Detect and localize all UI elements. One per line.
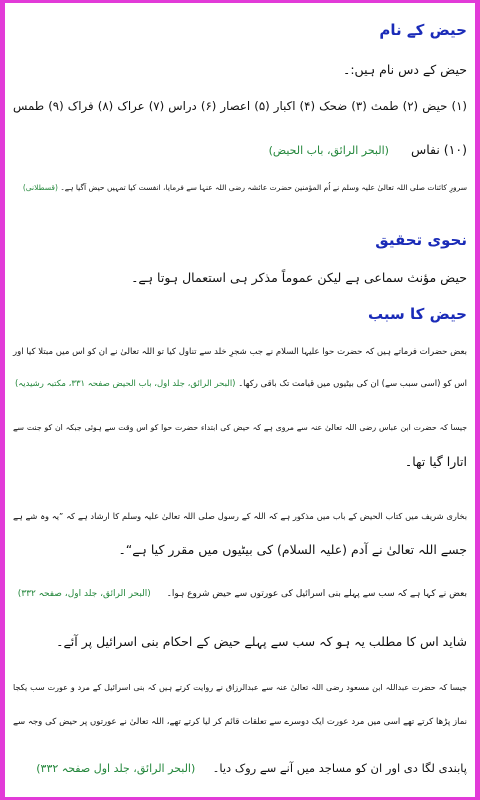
reference-citation: (قسطلانی) [22, 183, 58, 192]
line-text: بعض نے کہا ہے کہ سب سے پہلے بنی اسرائیل کی عورتوں سے حیض شروع ہوا۔ [166, 589, 467, 599]
text-line: بعض حضرات فرماتے ہیں کہ حضرت حوا علیہا السلام نے جب شجرِ خلد سے تناول کیا تو اللہ تعالیٰ نے ان کو اس میں مبتلا کیا اور [13, 347, 467, 357]
text-line: شاید اس کا مطلب یہ ہو کہ سب سے پہلے حیض کے احکام بنی اسرائیل پر آئے۔ [56, 634, 467, 649]
text-line: حیض مؤنث سماعی ہے لیکن عموماً مذکر ہی استعمال ہوتا ہے۔ [131, 270, 467, 285]
text-line [13, 584, 467, 604]
line-text: سرورِ کائنات صلی اللہ تعالیٰ علیہ وسلم نے اُم المؤمنین حضرت عائشہ رضی اللہ عنہا سے فرمایا، انفست کیا تمہیں حیض آگیا ہے۔ [60, 183, 467, 192]
text-line: (۱) حیض (۲) طمث (۳) ضحک (۴) اکبار (۵) اعصار (۶) دراس (۷) عراک (۸) فراک (۹) طمس [13, 99, 467, 113]
text-line [13, 758, 467, 779]
reference-citation: (البحر الرائق، باب الحیض) [268, 144, 389, 157]
article [9, 6, 471, 796]
text-line: حیض کے دس نام ہیں:۔ [343, 62, 467, 77]
text-line: اتارا گیا تھا۔ [404, 454, 467, 469]
reference-citation: (البحر الرائق، جلد اول صفحہ ۳۳۲) [36, 762, 196, 775]
text-line: جیسا کہ حضرت ابن عباس رضی اللہ تعالیٰ عنہ سے مروی ہے کہ حیض کی ابتداء حضرت حوا کو اس وقت سے ہوئی جبکہ ان کو جنت سے [13, 423, 467, 432]
reference-citation: (البحر الرائق، جلد اول، باب الحیض صفحہ ۳۳۱، مکتبہ رشیدیہ) [14, 379, 236, 389]
text-line: نماز پڑھا کرتے تھے اسی میں مرد عورت ایک دوسرے سے تعلقات قائم کر لیا کرتے تھے، اللہ تعالیٰ نے عورتوں پر حیض کی وجہ سے [13, 717, 467, 727]
text-line: جسے اللہ تعالیٰ نے آدم (علیہ السلام) کی بیٹیوں میں مقرر کیا ہے“۔ [118, 542, 467, 557]
line-text: (۱۰) نفاس [410, 142, 467, 157]
section-heading-grammar: نحوی تحقیق [375, 231, 467, 249]
line-text: پابندی لگا دی اور ان کو مساجد میں آنے سے روک دیا۔ [212, 761, 467, 775]
text-line [13, 374, 467, 394]
text-line [13, 140, 467, 161]
section-heading-cause: حیض کا سبب [368, 305, 467, 323]
section-heading-names: حیض کے نام [379, 21, 467, 39]
reference-citation: (البحر الرائق، جلد اول، صفحہ ۳۳۲) [17, 589, 151, 599]
line-text: اس کو (اسی سبب سے) ان کی بیٹیوں میں قیامت تک باقی رکھا۔ [238, 379, 467, 389]
text-line [13, 178, 467, 198]
text-line: جیسا کہ حضرت عبداللہ ابن مسعود رضی اللہ تعالیٰ عنہ سے عبدالرزاق نے روایت کرتے ہیں کہ بنی اسرائیل کے مرد و عورت سب یکجا [13, 683, 467, 692]
text-line: بخاری شریف میں کتاب الحیض کے باب میں مذکور ہے کہ اللہ کے رسول صلی اللہ تعالیٰ علیہ وسلم کا ارشاد ہے کہ ”یہ وہ شے ہے [13, 511, 467, 521]
